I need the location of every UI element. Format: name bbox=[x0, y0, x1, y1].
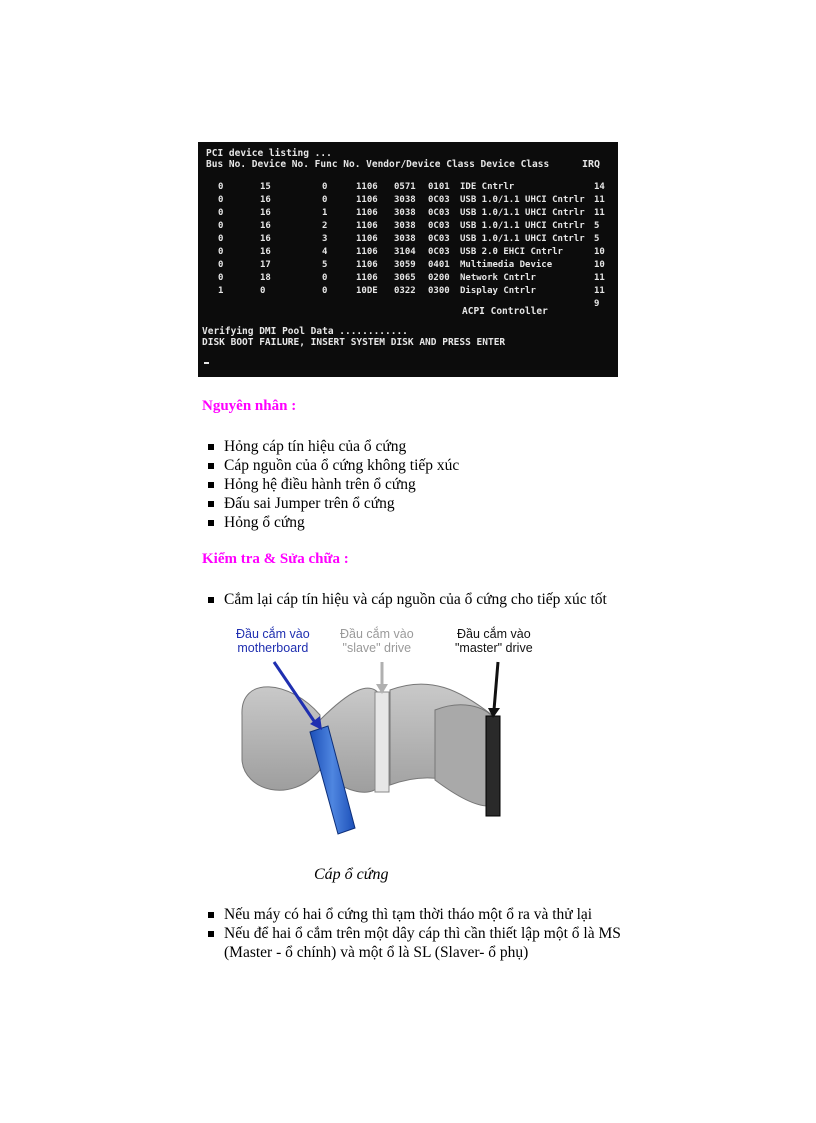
bios-cell-func: 0 bbox=[322, 273, 328, 283]
bios-device-row bbox=[198, 208, 618, 220]
causes-list bbox=[204, 437, 459, 532]
bios-device-row bbox=[198, 273, 618, 285]
bios-cell-devid: 3104 bbox=[394, 247, 416, 257]
bios-cell-vendor: 1106 bbox=[356, 247, 378, 257]
list-item: Đấu sai Jumper trên ổ cứng bbox=[204, 494, 459, 513]
bios-cell-class: 0101 bbox=[428, 182, 450, 192]
bios-cell-func: 0 bbox=[322, 195, 328, 205]
bios-cell-irq: 11 bbox=[594, 286, 605, 296]
bios-cell-irq: 11 bbox=[594, 273, 605, 283]
bios-cell-device: 16 bbox=[260, 221, 271, 231]
bios-cell-devid: 3065 bbox=[394, 273, 416, 283]
bios-cell-vendor: 1106 bbox=[356, 195, 378, 205]
bios-cell-name: USB 2.0 EHCI Cntrlr bbox=[460, 247, 563, 257]
list-item: Hỏng ổ cứng bbox=[204, 513, 459, 532]
heading-causes: Nguyên nhân : bbox=[202, 398, 297, 414]
bios-cell-device: 18 bbox=[260, 273, 271, 283]
bios-cell-func: 4 bbox=[322, 247, 328, 257]
bios-header-line2: Bus No. Device No. Func No. Vendor/Device Class Device Class bbox=[206, 159, 550, 170]
list-item: Cáp nguồn của ổ cứng không tiếp xúc bbox=[204, 456, 459, 475]
bios-cell-irq: 11 bbox=[594, 208, 605, 218]
list-item: Hỏng hệ điều hành trên ổ cứng bbox=[204, 475, 459, 494]
bios-cell-irq: 14 bbox=[594, 182, 605, 192]
bios-cell-device: 16 bbox=[260, 234, 271, 244]
bios-header-irq: IRQ bbox=[581, 159, 600, 170]
repair-list bbox=[204, 590, 607, 609]
bios-cell-name: Display Cntrlr bbox=[460, 286, 536, 296]
label-master: Đầu cắm vào "master" drive bbox=[455, 627, 533, 655]
slave-connector bbox=[375, 692, 389, 792]
bios-cell-vendor: 10DE bbox=[356, 286, 378, 296]
bios-cell-device: 16 bbox=[260, 195, 271, 205]
bios-cell-irq: 10 bbox=[594, 247, 605, 257]
bios-cell-class: 0200 bbox=[428, 273, 450, 283]
label-motherboard: Đầu cắm vào motherboard bbox=[236, 627, 310, 655]
bios-cell-name: Multimedia Device bbox=[460, 260, 553, 270]
bios-screenshot bbox=[198, 142, 618, 377]
bios-cell-name: USB 1.0/1.1 UHCI Cntrlr bbox=[460, 221, 585, 231]
bios-cell-func: 0 bbox=[322, 182, 328, 192]
bios-header-line1: PCI device listing ... bbox=[206, 148, 332, 159]
bios-cell-func: 3 bbox=[322, 234, 328, 244]
bios-cell-device: 16 bbox=[260, 247, 271, 257]
bios-cell-bus: 0 bbox=[218, 208, 224, 218]
bios-cell-bus: 0 bbox=[218, 234, 224, 244]
heading-check-repair: Kiểm tra & Sửa chữa : bbox=[202, 551, 349, 567]
list-item: Cắm lại cáp tín hiệu và cáp nguồn của ổ cứng cho tiếp xúc tốt bbox=[204, 590, 607, 609]
bios-cell-irq: 5 bbox=[594, 234, 600, 244]
bios-verify-line: Verifying DMI Pool Data ............ bbox=[202, 326, 408, 337]
bios-acpi-line: ACPI Controller bbox=[462, 306, 548, 317]
bios-cell-class: 0C03 bbox=[428, 234, 450, 244]
figure-caption: Cáp ổ cứng bbox=[314, 866, 389, 883]
bios-cell-vendor: 1106 bbox=[356, 234, 378, 244]
bios-cell-vendor: 1106 bbox=[356, 208, 378, 218]
bios-cell-bus: 1 bbox=[218, 286, 224, 296]
bios-cell-devid: 3038 bbox=[394, 208, 416, 218]
bios-cell-vendor: 1106 bbox=[356, 182, 378, 192]
bios-cell-class: 0C03 bbox=[428, 208, 450, 218]
list-item: Nếu để hai ổ cắm trên một dây cáp thì cần thiết lập một ổ là MS (Master - ổ chính) và một ổ là SL (Slaver- ổ phụ) bbox=[204, 924, 644, 962]
bios-cell-bus: 0 bbox=[218, 182, 224, 192]
bios-cell-class: 0300 bbox=[428, 286, 450, 296]
bios-cell-irq: 11 bbox=[594, 195, 605, 205]
bios-cursor bbox=[204, 362, 209, 364]
bios-cell-irq: 5 bbox=[594, 221, 600, 231]
bios-cell-devid: 0571 bbox=[394, 182, 416, 192]
bios-cell-device: 17 bbox=[260, 260, 271, 270]
bios-disk-failure-line: DISK BOOT FAILURE, INSERT SYSTEM DISK AND PRESS ENTER bbox=[202, 337, 506, 348]
list-item: Hỏng cáp tín hiệu của ổ cứng bbox=[204, 437, 459, 456]
bios-device-row bbox=[198, 221, 618, 233]
bios-cell-vendor: 1106 bbox=[356, 260, 378, 270]
bios-device-row bbox=[198, 234, 618, 246]
bios-cell-device: 0 bbox=[260, 286, 266, 296]
list-item: Nếu máy có hai ổ cứng thì tạm thời tháo một ổ ra và thử lại bbox=[204, 905, 644, 924]
bios-device-row bbox=[198, 182, 618, 194]
bios-device-row bbox=[198, 195, 618, 207]
bios-cell-devid: 0322 bbox=[394, 286, 416, 296]
bios-cell-func: 1 bbox=[322, 208, 328, 218]
bios-cell-devid: 3038 bbox=[394, 221, 416, 231]
bios-cell-bus: 0 bbox=[218, 221, 224, 231]
bios-cell-func: 0 bbox=[322, 286, 328, 296]
bios-cell-irq: 10 bbox=[594, 260, 605, 270]
bios-cell-name: USB 1.0/1.1 UHCI Cntrlr bbox=[460, 208, 585, 218]
bios-cell-vendor: 1106 bbox=[356, 221, 378, 231]
bios-cell-class: 0C03 bbox=[428, 221, 450, 231]
master-connector bbox=[486, 716, 500, 816]
bios-cell-func: 2 bbox=[322, 221, 328, 231]
bios-cell-bus: 0 bbox=[218, 247, 224, 257]
bios-cell-devid: 3038 bbox=[394, 195, 416, 205]
ide-cable-figure bbox=[230, 620, 560, 850]
bios-cell-device: 16 bbox=[260, 208, 271, 218]
bios-device-row bbox=[198, 247, 618, 259]
bios-cell-class: 0C03 bbox=[428, 195, 450, 205]
bios-acpi-irq: 9 bbox=[594, 299, 600, 309]
bios-cell-name: Network Cntrlr bbox=[460, 273, 536, 283]
bios-cell-vendor: 1106 bbox=[356, 273, 378, 283]
repair-list-continued bbox=[204, 905, 644, 962]
bios-cell-devid: 3038 bbox=[394, 234, 416, 244]
bios-cell-bus: 0 bbox=[218, 260, 224, 270]
label-slave: Đầu cắm vào "slave" drive bbox=[340, 627, 414, 655]
bios-cell-name: USB 1.0/1.1 UHCI Cntrlr bbox=[460, 234, 585, 244]
bios-cell-bus: 0 bbox=[218, 195, 224, 205]
bios-cell-name: USB 1.0/1.1 UHCI Cntrlr bbox=[460, 195, 585, 205]
bios-cell-class: 0401 bbox=[428, 260, 450, 270]
bios-cell-bus: 0 bbox=[218, 273, 224, 283]
bios-cell-device: 15 bbox=[260, 182, 271, 192]
bios-cell-name: IDE Cntrlr bbox=[460, 182, 515, 192]
bios-device-row bbox=[198, 260, 618, 272]
bios-cell-devid: 3059 bbox=[394, 260, 416, 270]
bios-cell-class: 0C03 bbox=[428, 247, 450, 257]
bios-device-row bbox=[198, 286, 618, 298]
bios-cell-func: 5 bbox=[322, 260, 328, 270]
